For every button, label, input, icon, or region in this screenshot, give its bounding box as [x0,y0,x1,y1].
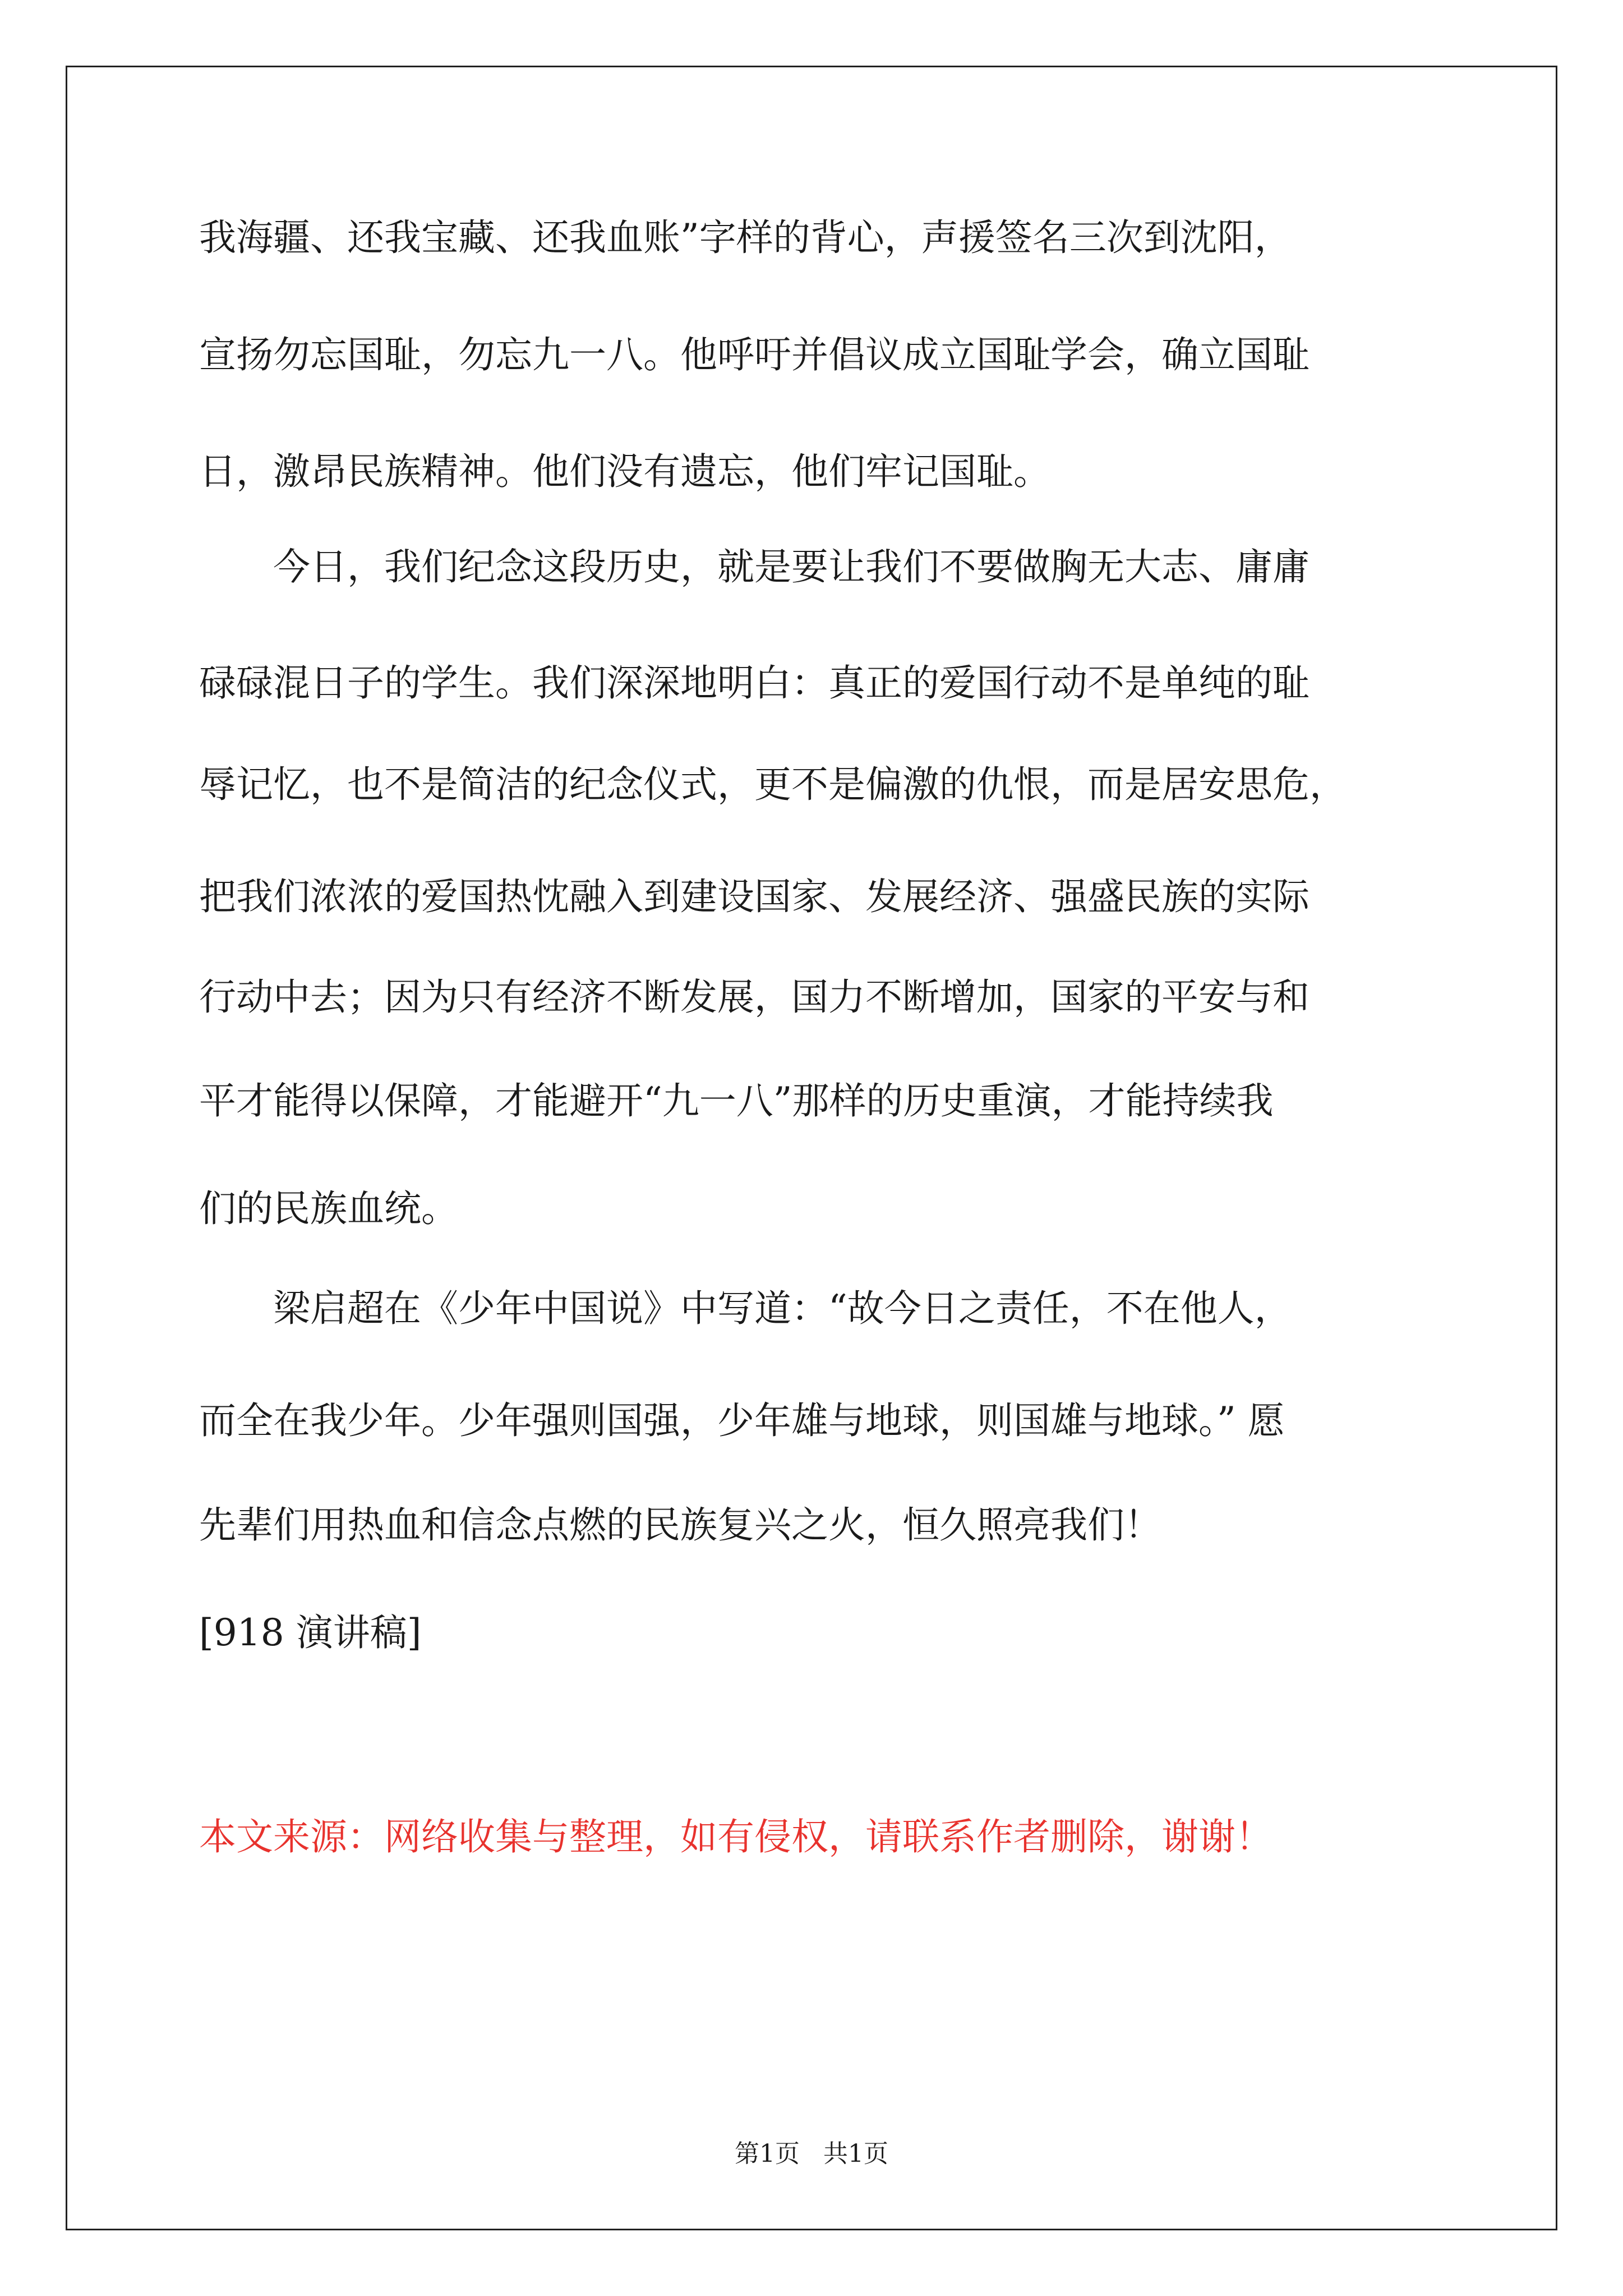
body-line-11: 梁启超在《少年中国说》中写道：“故今日之责任，不在他人， [199,1287,1292,1330]
body-line-14: [918 演讲稿] [199,1611,422,1654]
source-note: 本文来源：网络收集与整理，如有侵权，请联系作者删除，谢谢！ [199,1815,1272,1858]
body-line-7: 把我们浓浓的爱国热忱融入到建设国家、发展经济、强盛民族的实际 [199,875,1310,918]
page-footer: 第1页 共1页 [735,2139,888,2168]
body-line-1: 我海疆、还我宝藏、还我血账”字样的背心，声援签名三次到沈阳， [199,216,1292,259]
body-line-2: 宣扬勿忘国耻，勿忘九一八。他呼吁并倡议成立国耻学会，确立国耻 [199,333,1310,376]
body-line-5: 碌碌混日子的学生。我们深深地明白：真正的爱国行动不是单纯的耻 [199,661,1310,705]
body-line-8: 行动中去；因为只有经济不断发展，国力不断增加，国家的平安与和 [199,976,1310,1019]
body-line-10: 们的民族血统。 [199,1187,458,1230]
body-line-12: 而全在我少年。少年强则国强，少年雄与地球，则国雄与地球。” 愿 [199,1399,1285,1442]
body-line-3: 日，激昂民族精神。他们没有遗忘，他们牢记国耻。 [199,450,1050,493]
page-border [66,66,1557,2230]
body-line-13: 先辈们用热血和信念点燃的民族复兴之火，恒久照亮我们！ [199,1503,1161,1547]
body-line-4: 今日，我们纪念这段历史，就是要让我们不要做胸无大志、庸庸 [199,545,1310,588]
body-line-6: 辱记忆，也不是简洁的纪念仪式，更不是偏激的仇恨，而是居安思危， [199,763,1347,806]
body-line-9: 平才能得以保障，才能避开“九一八”那样的历史重演，才能持续我 [199,1079,1274,1122]
